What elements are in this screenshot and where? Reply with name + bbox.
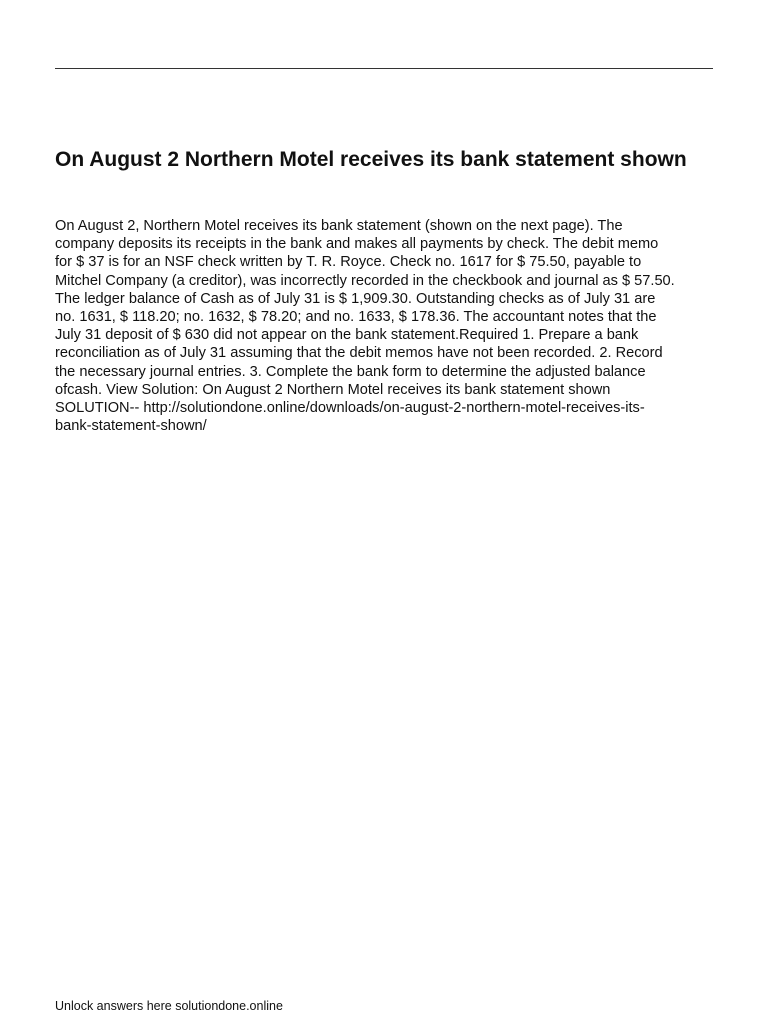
page-title: On August 2 Northern Motel receives its bank statement shown bbox=[55, 148, 687, 171]
body-paragraph: On August 2, Northern Motel receives its bank statement (shown on the next page). The company deposits its receipts in the bank and makes all payments by check. The debit memo for $ 37 is for an NSF check written by T. R. Royce. Check no. 1617 for $ 75.50, payable to Mitchel Company (a creditor), was incorrectly recorded in the checkbook and journal as $ 57.50. The ledger balance of Cash as of July 31 is $ 1,909.30. Outstanding checks as of July 31 are no. 1631, $ 118.20; no. 1632, $ 78.20; and no. 1633, $ 178.36. The accountant notes that the July 31 deposit of $ 630 did not appear on the bank statement.Required 1. Prepare a bank reconciliation as of July 31 assuming that the debit memos have not been recorded. 2. Record the necessary journal entries. 3. Complete the bank form to determine the adjusted balance ofcash. View Solution: On August 2 Northern Motel receives its bank statement shown SOLUTION-- http://solutiondone.online/downloads/on-august-2-northern-motel-receives-its- bank-statement-shown/ bbox=[55, 218, 675, 435]
top-divider bbox=[55, 68, 713, 69]
footer-text: Unlock answers here solutiondone.online bbox=[55, 999, 283, 1013]
